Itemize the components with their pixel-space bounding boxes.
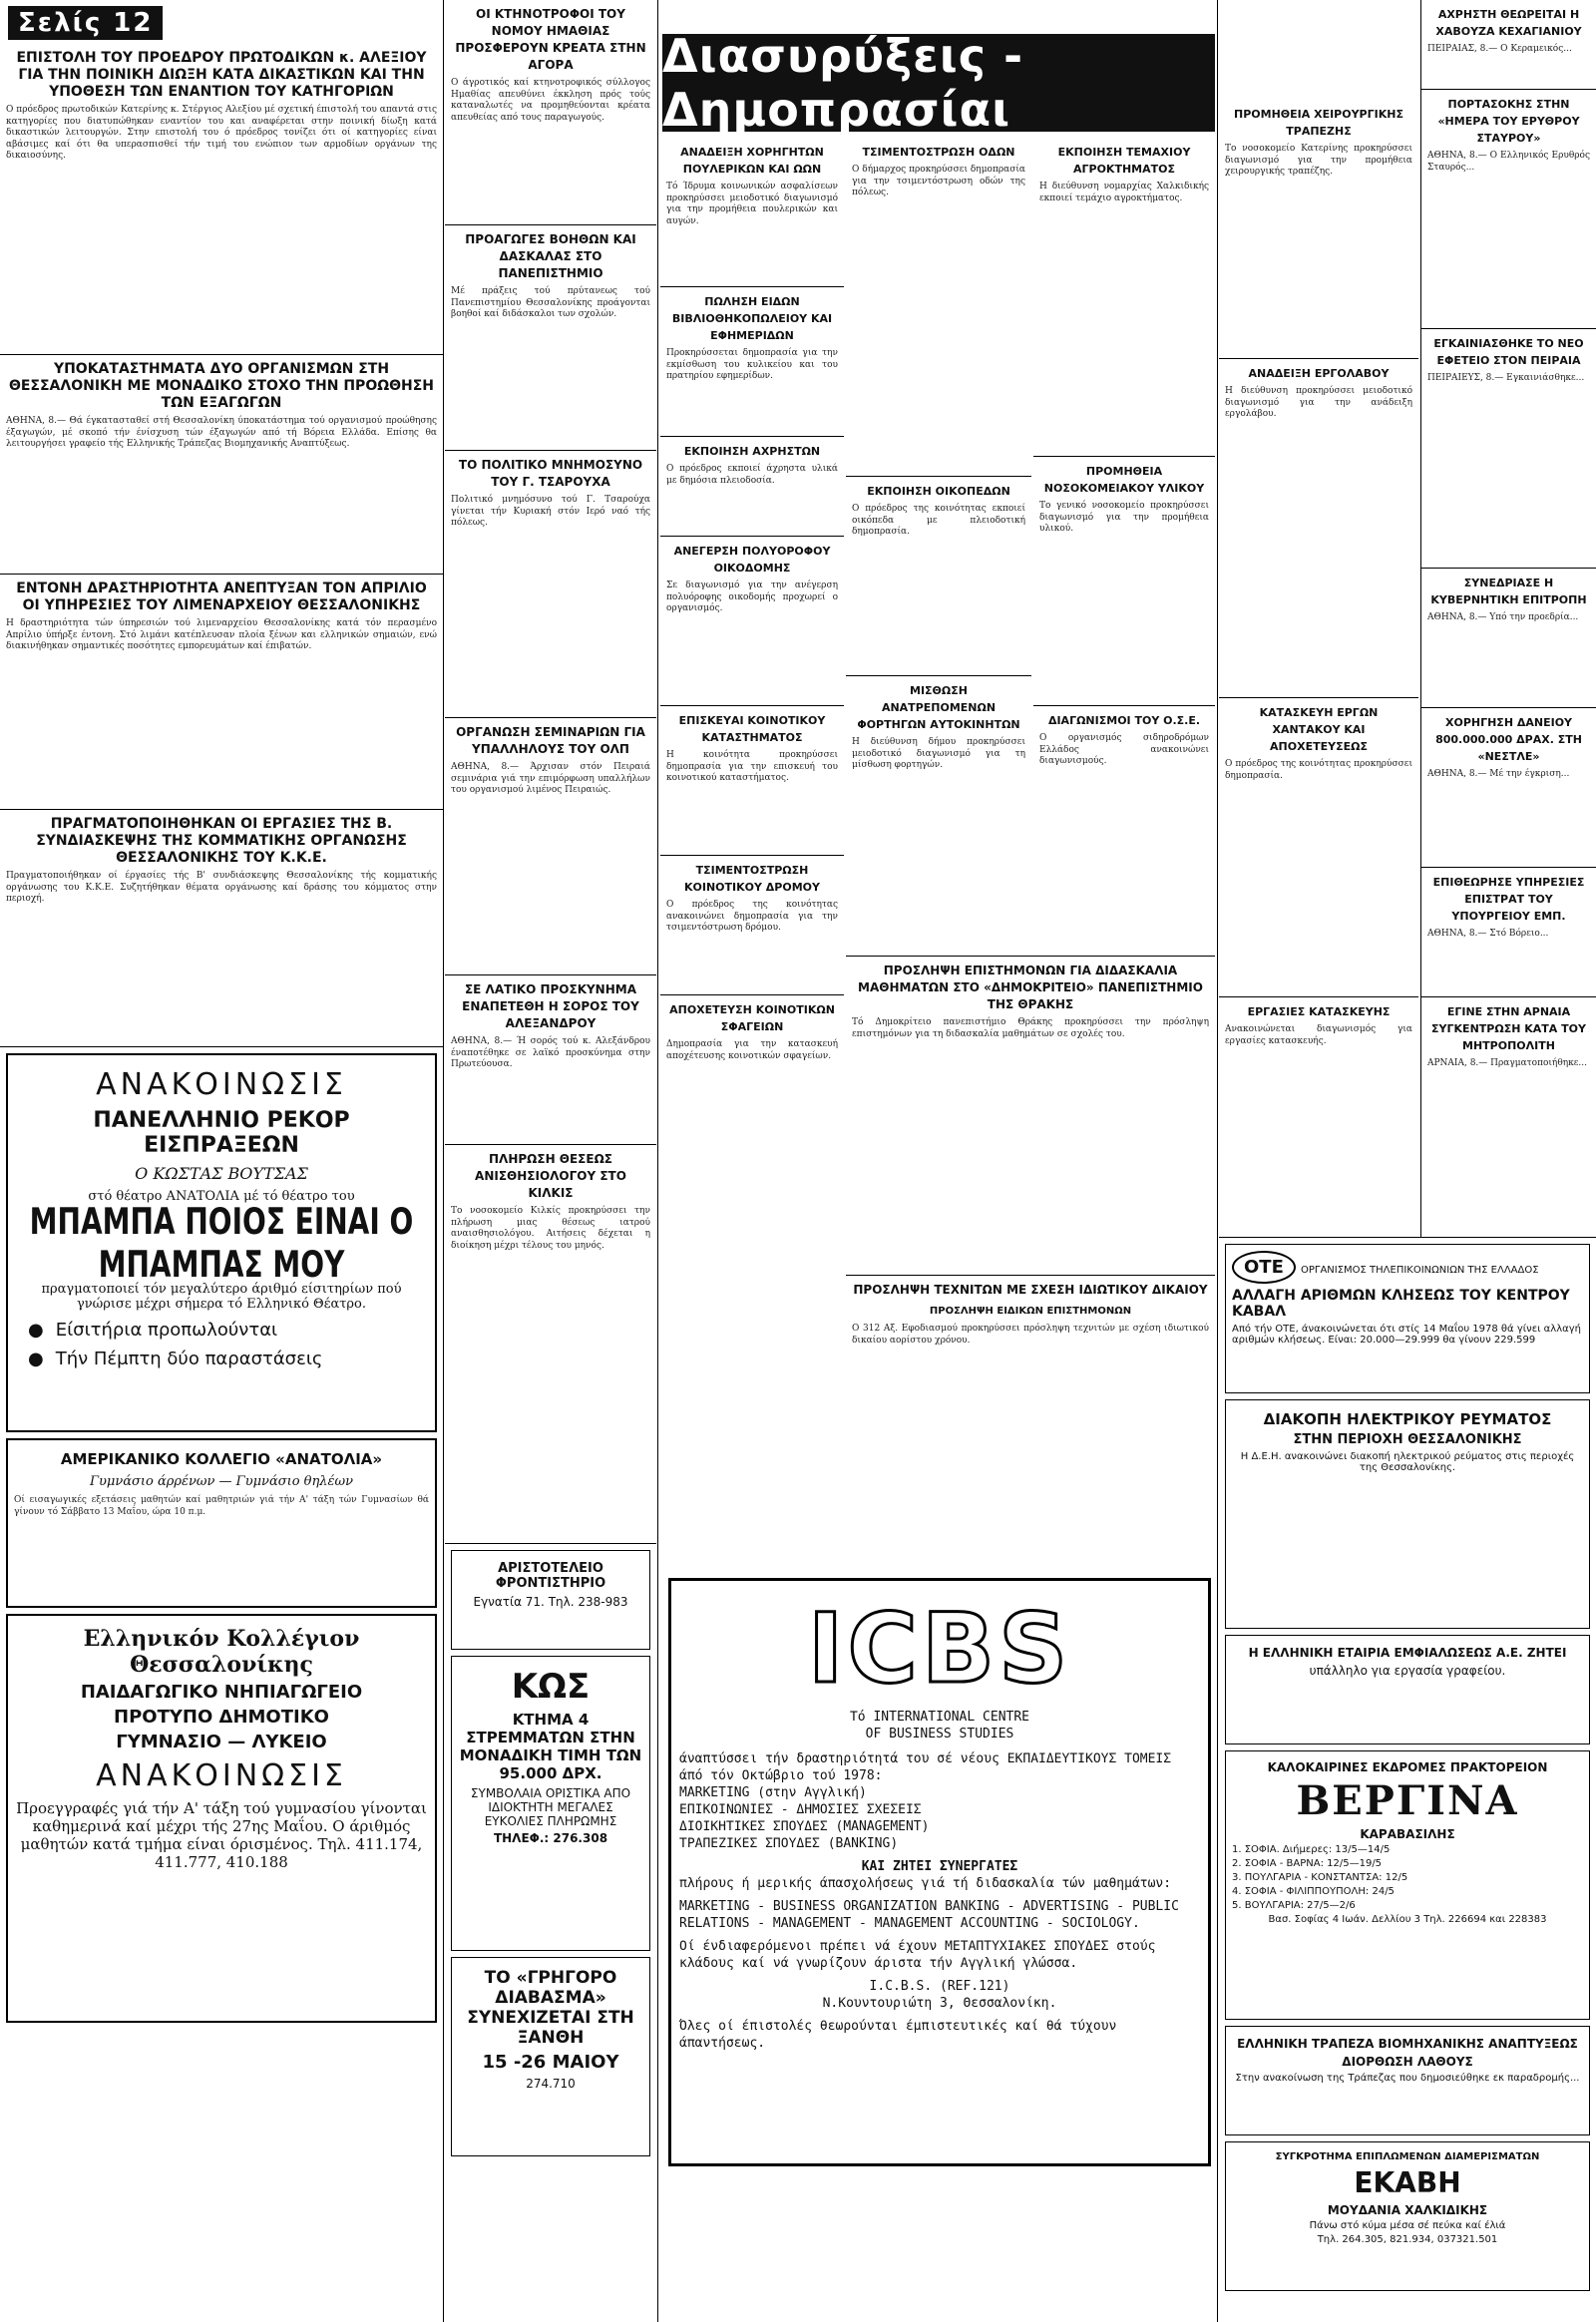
ote-logo: ΟΤΕ	[1232, 1251, 1296, 1284]
ad-bullet: ● Είσιτήρια προπωλούνται	[28, 1320, 415, 1341]
ad-sub: ΚΑΡΑΒΑΣΙΛΗΣ	[1360, 1827, 1455, 1841]
article	[1219, 698, 1418, 997]
headline: ΕΡΓΑΣΙΕΣ ΚΑΤΑΣΚΕΥΗΣ	[1247, 1005, 1391, 1018]
article	[1033, 457, 1215, 706]
headline: ΠΡΑΓΜΑΤΟΠΟΙΗΘΗΚΑΝ ΟΙ ΕΡΓΑΣΙΕΣ ΤΗΣ Β. ΣΥΝΔΙΑΣΚΕΨΗΣ ΤΗΣ ΚΟΜΜΑΤΙΚΗΣ ΟΡΓΑΝΩΣΗΣ ΘΕΣΣΑΛΟΝΙΚΗΣ ΤΟΥ Κ.Κ.Ε.	[36, 816, 407, 866]
column-rule	[1217, 0, 1218, 2322]
icbs-ad	[668, 1578, 1211, 2166]
ad-body: υπάλληλο για εργασία γραφείου.	[1309, 1664, 1506, 1678]
headline: ΑΝΕΓΕΡΣΗ ΠΟΛΥΟΡΟΦΟΥ ΟΙΚΟΔΟΜΗΣ	[673, 545, 831, 575]
article-body: Ο οργανισμός σιδηροδρόμων Ελλάδος ανακοινώνει διαγωνισμούς.	[1039, 733, 1209, 766]
article-body: Προκηρύσσεται δημοπρασία για την εκμίσθωση του κυλικείου και του πρατηρίου εφημερίδων.	[666, 348, 838, 381]
ad-line: ΚΤΗΜΑ 4 ΣΤΡΕΜΜΑΤΩΝ ΣΤΗΝ ΜΟΝΑΔΙΚΗ ΤΙΜΗ ΤΩΝ 95.000 ΔΡΧ.	[459, 1711, 642, 1782]
article	[1421, 329, 1596, 569]
ad-title: ΔΙΑΚΟΠΗ ΗΛΕΚΤΡΙΚΟΥ ΡΕΥΜΑΤΟΣ	[1263, 1410, 1552, 1428]
column-rule	[657, 0, 658, 2322]
article-body: ΑΘΗΝΑ, 8.— Μέ την έγκριση...	[1427, 769, 1570, 779]
ad-subtitle: ΣΤΗΝ ΠΕΡΙΟΧΗ ΘΕΣΣΑΛΟΝΙΚΗΣ	[1293, 1432, 1522, 1447]
ad-title: Η ΕΛΛΗΝΙΚΗ ΕΤΑΙΡΙΑ ΕΜΦΙΑΛΩΣΕΩΣ Α.Ε. ΖΗΤΕΙ	[1248, 1646, 1567, 1660]
ad-heading: ΑΝΑΚΟΙΝΩΣΙΣ	[96, 1758, 347, 1793]
column-5	[1033, 138, 1215, 956]
headline: ΑΧΡΗΣΤΗ ΘΕΩΡΕΙΤΑΙ Η ΧΑΒΟΥΖΑ ΚΕΧΑΓΙΑΝΙΟΥ	[1435, 8, 1582, 38]
headline: ΣΥΝΕΔΡΙΑΣΕ Η ΚΥΒΕΡΝΗΤΙΚΗ ΕΠΙΤΡΟΠΗ	[1430, 577, 1587, 606]
section-banner: Διασυρύξεις - Δημοπρασίαι	[662, 34, 1215, 132]
article-body: Το νοσοκομείο Κατερίνης προκηρύσσει διαγωνισμό για την προμήθεια χειρουργικής τραπέζης.	[1225, 144, 1412, 177]
headline: ΕΓΙΝΕ ΣΤΗΝ ΑΡΝΑΙΑ ΣΥΓΚΕΝΤΡΩΣΗ ΚΑΤΑ ΤΟΥ ΜΗΤΡΟΠΟΛΙΤΗ	[1431, 1005, 1586, 1052]
ote-ad	[1225, 1244, 1590, 1393]
headline: ΟΡΓΑΝΩΣΗ ΣΕΜΙΝΑΡΙΩΝ ΓΙΑ ΥΠΑΛΛΗΛΟΥΣ ΤΟΥ ΟΛΠ	[456, 725, 645, 756]
headline: ΕΚΠΟΙΗΣΗ ΤΕΜΑΧΙΟΥ ΑΓΡΟΚΤΗΜΑΤΟΣ	[1057, 146, 1191, 176]
headline: ΠΡΟΣΛΗΨΗ ΤΕΧΝΙΤΩΝ ΜΕ ΣΧΕΣΗ ΙΔΙΩΤΙΚΟΥ ΔΙΚΑΙΟΥ	[853, 1283, 1208, 1297]
article-body: Ο πρόεδρος εκποιεί άχρηστα υλικά με δημόσια πλειοδοσία.	[666, 464, 838, 486]
etia-ad	[1225, 1635, 1590, 1744]
article-body: ΑΘΗΝΑ, 8.— Ή σορός τού κ. Αλεξάνδρου έναποτέθηκε σε λαϊκό προσκύνημα στην Πρωτεύουσα.	[451, 1036, 650, 1069]
article-tsarouchas	[445, 451, 656, 718]
article	[1219, 359, 1418, 698]
article-alexandros	[445, 975, 656, 1145]
ad-subtitle: Γυμνάσιο άρρένων — Γυμνάσιο θηλέων	[89, 1474, 353, 1489]
ad-item: 5. ΒΟΥΛΓΑΡΙΑ: 27/5—2/6	[1232, 1900, 1356, 1911]
article-body: Δημοπρασία για την κατασκευή αποχέτευσης κοινοτικών σφαγείων.	[666, 1039, 838, 1061]
article-body: ΠΕΙΡΑΙΕΥΣ, 8.— Εγκαινιάσθηκε...	[1427, 373, 1585, 383]
column-6	[1219, 0, 1418, 1237]
column-1	[0, 0, 443, 2322]
ad-brand: ΕΚΑΒΗ	[1354, 2166, 1461, 2199]
article-body: Το γενικό νοσοκομείο προκηρύσσει διαγωνισμό για την προμήθεια υλικού.	[1039, 501, 1209, 534]
article	[1421, 0, 1596, 90]
article	[660, 138, 844, 287]
article-body: Το νοσοκομείο Κιλκίς προκηρύσσει την πλήρωση μιας θέσεως ιατρού αναισθησιολόγου. Αιτήσεις δέχεται η διοίκηση μέχρι τέλους του μηνός.	[451, 1206, 650, 1251]
icbs-column	[660, 1151, 1219, 2322]
article	[1219, 100, 1418, 359]
vergina-ad	[1225, 1750, 1590, 2020]
icbs-item: MARKETING (στην Αγγλική)	[679, 1785, 867, 1800]
icbs-org: OF BUSINESS STUDIES	[865, 1727, 1014, 1742]
headline: ΕΝΤΟΝΗ ΔΡΑΣΤΗΡΙΟΤΗΤΑ ΑΝΕΠΤΥΞΑΝ ΤΟΝ ΑΠΡΙΛΙΟ ΟΙ ΥΠΗΡΕΣΙΕΣ ΤΟΥ ΛΙΜΕΝΑΡΧΕΙΟΥ ΘΕΣΣΑΛΟΝΙΚΗΣ	[16, 580, 427, 613]
article-body: Ο δήμαρχος προκηρύσσει δημοπρασία για την τσιμεντόστρωση οδών της πόλεως.	[852, 165, 1025, 197]
article-body: Τό Δημοκρίτειο πανεπιστήμιο Θράκης προκηρύσσει την πρόσληψη επιστημόνων για τη διδασκαλία μαθημάτων σε σχολές του.	[852, 1017, 1209, 1039]
ad-line: ΠΡΟΤΥΠΟ ΔΗΜΟΤΙΚΟ	[114, 1707, 329, 1728]
column-3	[660, 138, 844, 1151]
icbs-address: I.C.B.S. (REF.121)	[869, 1979, 1010, 1994]
ad-title: Ελληνικόν Κολλέγιον Θεσσαλονίκης	[83, 1626, 360, 1678]
article-kke	[0, 810, 443, 1047]
article-body: Μέ πράξεις τού πρύτανεως τού Πανεπιστημίου Θεσσαλονίκης προάγονται βοηθοί καί διδάσκαλοι των σχολών.	[451, 286, 650, 319]
article-body: ΑΘΗΝΑ, 8.— Άρχισαν στόν Πειραιά σεμινάρια γιά την επιμόρφωση υπαλλήλων του οργανισμού λιμένος Πειραιώς.	[451, 762, 650, 795]
article-alexiou	[0, 44, 443, 355]
headline: ΔΙΑΓΩΝΙΣΜΟΙ ΤΟΥ Ο.Σ.Ε.	[1047, 714, 1201, 727]
ad-body: Πάνω στό κύμα μέσα σέ πεύκα καί έλιά	[1309, 2220, 1506, 2231]
ad-title: ΚΩΣ	[511, 1667, 591, 1707]
article-body: ΑΘΗΝΑ, 8.— Στό Βόρειο...	[1427, 929, 1549, 939]
article-body: Ο πρόεδρος της κοινότητας εκποιεί οικόπεδα με πλειοδοτική δημοπρασία.	[852, 504, 1025, 537]
headline: ΠΛΗΡΩΣΗ ΘΕΣΕΩΣ ΑΝΙΣΘΗΣΙΟΛΟΓΟΥ ΣΤΟ ΚΙΛΚΙΣ	[475, 1152, 626, 1200]
article-body: Η κοινότητα προκηρύσσει δημοπρασία για την επισκευή του κοινοτικού καταστήματος.	[666, 750, 838, 783]
headline: ΠΡΟΜΗΘΕΙΑ ΧΕΙΡΟΥΡΓΙΚΗΣ ΤΡΑΠΕΖΗΣ	[1234, 108, 1403, 138]
article	[1421, 708, 1596, 868]
article-body: Ο 312 Αξ. Εφοδιασμού προκηρύσσει πρόσληψη τεχνιτών με σχέση ιδιωτικού δικαίου αορίστου χρόνου.	[852, 1324, 1209, 1346]
aristotelio-ad	[451, 1550, 650, 1650]
ad-phone: Τηλ. 264.305, 821.934, 037321.501	[1317, 2234, 1498, 2245]
icbs-street: Ν.Κουντουριώτη 3, Θεσσαλονίκη.	[822, 1996, 1057, 2011]
ad-body: Από τήν ΟΤΕ, άνακοινώνεται ότι στίς 14 Μαΐου 1978 θά γίνει αλλαγή αριθμών κλήσεως. Είναι: 20.000—29.999 θα γίνουν 229.599	[1232, 1324, 1581, 1346]
article	[660, 706, 844, 856]
headline: ΑΝΑΔΕΙΞΗ ΕΡΓΟΛΑΒΟΥ	[1248, 367, 1390, 380]
ad-title: ΑΛΛΑΓΗ ΑΡΙΘΜΩΝ ΚΛΗΣΕΩΣ ΤΟΥ ΚΕΝΤΡΟΥ ΚΑΒΑΛ	[1232, 1288, 1570, 1320]
icbs-item: ΕΠΙΚΟΙΝΩΝΙΕΣ - ΔΗΜΟΣΙΕΣ ΣΧΕΣΕΙΣ	[679, 1802, 922, 1817]
article-olp	[445, 718, 656, 975]
ad-org: ΟΡΓΑΝΙΣΜΟΣ ΤΗΛΕΠΙΚΟΙΝΩΝΙΩΝ ΤΗΣ ΕΛΛΑΔΟΣ	[1300, 1265, 1539, 1276]
article-body: Η διεύθυνση προκηρύσσει μειοδοτικό διαγωνισμό για την ανάδειξη εργολάβου.	[1225, 386, 1412, 419]
article-body: ΑΘΗΝΑ, 8.— Ο Ελληνικός Ερυθρός Σταυρός...	[1427, 151, 1590, 173]
ad-body: Οί εισαγωγικές εξετάσεις μαθητών καί μαθητριών γιά τήν Α' τάξη τών Γυμνασίων θά γίνουν τό Σάββατο 13 Μαΐου, ώρα 10 π.μ.	[14, 1495, 429, 1517]
ad-line: ΠΑΙΔΑΓΩΓΙΚΟ ΝΗΠΙΑΓΩΓΕΙΟ	[80, 1682, 363, 1703]
ad-item: 4. ΣΟΦΙΑ - ΦΙΛΙΠΠΟΥΠΟΛΗ: 24/5	[1232, 1886, 1395, 1897]
ad-body: Στην ανακοίνωση της Τράπεζας που δημοσιεύθηκε εκ παραδρομής...	[1235, 2073, 1580, 2084]
headline: ΑΝΑΔΕΙΞΗ ΧΟΡΗΓΗΤΩΝ ΠΟΥΛΕΡΙΚΩΝ ΚΑΙ ΩΩΝ	[680, 146, 824, 176]
headline: ΤΟ ΠΟΛΙΤΙΚΟ ΜΝΗΜΟΣΥΝΟ ΤΟΥ Γ. ΤΣΑΡΟΥΧΑ	[458, 458, 643, 489]
headline: ΕΠΙΣΤΟΛΗ ΤΟΥ ΠΡΟΕΔΡΟΥ ΠΡΩΤΟΔΙΚΩΝ κ. ΑΛΕΞΙΟΥ ΓΙΑ ΤΗΝ ΠΟΙΝΙΚΗ ΔΙΩΞΗ ΚΑΤΑ ΔΙΚΑΣΤΙΚΩΝ ΚΑΙ ΤΗΝ ΥΠΟΘΕΣΗ ΤΩΝ ΕΝΑΝΤΙΟΝ ΤΟΥ ΚΑΤΗΓΟΡΙΩΝ	[16, 50, 427, 100]
kos-ad	[451, 1656, 650, 1951]
icbs-note: Οί ένδιαφερόμενοι πρέπει νά έχουν ΜΕΤΑΠΤΥΧΙΑΚΕΣ ΣΠΟΥΔΕΣ στούς κλάδους καί νά γνωρίζουν άριστα τήν Αγγλική γλώσσα.	[679, 1939, 1156, 1971]
icbs-item: ΔΙΟΙΚΗΤΙΚΕΣ ΣΠΟΥΔΕΣ (MANAGEMENT)	[679, 1819, 930, 1834]
ad-presenter: Ο ΚΩΣΤΑΣ ΒΟΥΤΣΑΣ	[135, 1164, 308, 1183]
article-body: Η διεύθυνση δήμου προκηρύσσει μειοδοτικό διαγωνισμό για τη μίσθωση φορτηγών.	[852, 737, 1025, 770]
article	[1033, 138, 1215, 457]
ad-dates: 15 -26 ΜΑΙΟΥ	[482, 2052, 619, 2073]
article-university	[445, 225, 656, 451]
ad-play-title: ΜΠΑΜΠΑ ΠΟΙΟΣ ΕΙΝΑΙ Ο ΜΠΑΜΠΑΣ ΜΟΥ	[29, 1200, 414, 1286]
ad-title: ΑΡΙΣΤΟΤΕΛΕΙΟ ΦΡΟΝΤΙΣΤΗΡΙΟ	[495, 1561, 606, 1591]
ad-theatre: στό θέατρο ΑΝΑΤΟΛΙΑ μέ τό θέατρο του	[88, 1189, 355, 1204]
dei-ad	[1225, 1399, 1590, 1629]
etva-ad	[1225, 2026, 1590, 2135]
headline: ΕΠΙΘΕΩΡΗΣΕ ΥΠΗΡΕΣΙΕΣ ΕΠΙΣΤΡΑΤ ΤΟΥ ΥΠΟΥΡΓΕΙΟΥ ΕΜΠ.	[1432, 876, 1585, 923]
article	[1033, 706, 1215, 956]
ad-note: πραγματοποιεί τόν μεγαλύτερο άριθμό είσιτηρίων πού γνώρισε μέχρι σήμερα τό Ελληνικό Θέατρο.	[41, 1282, 402, 1312]
article-body: ΑΡΝΑΙΑ, 8.— Πραγματοποιήθηκε...	[1427, 1058, 1588, 1068]
article-body: Ο πρόεδρος της κοινότητας ανακοινώνει δημοπρασία για την τσιμεντόστρωση δρόμου.	[666, 900, 838, 933]
article-body: Τό Ίδρυμα κοινωνικών ασφαλίσεων προκηρύσσει μειοδοτικό διαγωνισμό για την προμήθεια πουλερικών και αυγών.	[666, 182, 838, 226]
article-body: ΑΘΗΝΑ, 8.— Υπό την προεδρία...	[1427, 612, 1579, 622]
right-ads	[1219, 1237, 1596, 2322]
ad-title: ΑΝΑΚΟΙΝΩΣΙΣ	[96, 1067, 347, 1102]
ad-top: ΚΑΛΟΚΑΙΡΙΝΕΣ ΕΚΔΡΟΜΕΣ ΠΡΑΚΤΟΡΕΙΟΝ	[1267, 1760, 1548, 1774]
ad-footer: Βασ. Σοφίας 4 Ιωάν. Δελλίου 3 Τηλ. 226694 και 228383	[1268, 1914, 1547, 1925]
article-body: Σε διαγωνισμό για την ανέγερση πολυόροφης οικοδομής προχωρεί ο οργανισμός.	[666, 580, 838, 613]
headline: ΤΣΙΜΕΝΤΟΣΤΡΩΣΗ ΚΟΙΝΟΤΙΚΟΥ ΔΡΟΜΟΥ	[684, 864, 820, 894]
ad-phone: 274.710	[526, 2077, 576, 2091]
article	[1421, 569, 1596, 708]
headline: ΣΕ ΛΑΤΙΚΟ ΠΡΟΣΚΥΝΗΜΑ ΕΝΑΠΕΤΕΘΗ Η ΣΟΡΟΣ ΤΟΥ ΑΛΕΞΑΝΔΡΟΥ	[462, 982, 639, 1030]
ad-bullet: ● Τήν Πέμπτη δύο παραστάσεις	[28, 1349, 415, 1369]
article-body: Πολιτικό μνημόσυνο τού Γ. Τσαρούχα γίνεται τήν Κυριακή στόν Ιερό ναό τής πόλεως.	[451, 495, 650, 528]
article	[846, 138, 1031, 477]
ad-place: ΜΟΥΔΑΝΙΑ ΧΑΛΚΙΔΙΚΗΣ	[1327, 2203, 1488, 2217]
college-ad	[6, 1614, 437, 2023]
ad-body: Προεγγραφές γιά τήν Α' τάξη τού γυμνασίου γίνονται καθημερινά καί μέχρι τής 27ης Μαΐου. Ο άριθμός μαθητών κατά τμήμα είναι όρισμένος. Τηλ. 411.174, 411.777, 410.188	[16, 1799, 427, 1871]
headline: ΚΑΤΑΣΚΕΥΗ ΕΡΓΩΝ ΧΑΝΤΑΚΟΥ ΚΑΙ ΑΠΟΧΕΤΕΥΣΕΩΣ	[1259, 706, 1379, 753]
headline: ΠΡΟΣΛΗΨΗ ΕΠΙΣΤΗΜΟΝΩΝ ΓΙΑ ΔΙΔΑΣΚΑΛΙΑ ΜΑΘΗΜΑΤΩΝ ΣΤΟ «ΔΗΜΟΚΡΙΤΕΙΟ» ΠΑΝΕΠΙΣΤΗΜΙΟ ΤΗΣ ΘΡΑΚΗΣ	[858, 964, 1203, 1011]
headline: ΑΠΟΧΕΤΕΥΣΗ ΚΟΙΝΟΤΙΚΩΝ ΣΦΑΓΕΙΩΝ	[669, 1003, 835, 1033]
article	[660, 856, 844, 995]
headline: ΠΟΡΤΑΣΟΚΗΣ ΣΤΗΝ «ΗΜΕΡΑ ΤΟΥ ΕΡΥΘΡΟΥ ΣΤΑΥΡΟΥ»	[1437, 98, 1580, 145]
article	[660, 537, 844, 706]
article	[1421, 868, 1596, 997]
headline: ΧΟΡΗΓΗΣΗ ΔΑΝΕΙΟΥ 800.000.000 ΔΡΑΧ. ΣΤΗ «ΝΕΣΤΛΕ»	[1435, 716, 1582, 763]
headline: ΠΡΟΑΓΩΓΕΣ ΒΟΗΘΩΝ ΚΑΙ ΔΑΣΚΑΛΑΣ ΣΤΟ ΠΑΝΕΠΙΣΤΗΜΙΟ	[465, 232, 636, 280]
icbs-footer: Όλες οί έπιστολές θεωρούνται έμπιστευτικές καί θά τύχουν άπαντήσεως.	[679, 2019, 1117, 2051]
ad-phone: ΤΗΛΕΦ.: 276.308	[493, 1831, 608, 1845]
article-body: Ανακοινώνεται διαγωνισμός για εργασίες κατασκευής.	[1225, 1024, 1412, 1046]
page-masthead: Σελίς 12	[8, 6, 163, 40]
ad-line: ΣΥΜΒΟΛΑΙΑ ΟΡΙΣΤΙΚΑ ΑΠΟ ΙΔΙΟΚΤΗΤΗ ΜΕΓΑΛΕΣ ΕΥΚΟΛΙΕΣ ΠΛΗΡΩΜΗΣ	[470, 1786, 631, 1828]
ekavi-ad	[1225, 2141, 1590, 2291]
headline: ΜΙΣΘΩΣΗ ΑΝΑΤΡΕΠΟΜΕΝΩΝ ΦΟΡΤΗΓΩΝ ΑΥΤΟΚΙΝΗΤΩΝ	[857, 684, 1020, 731]
ad-title: ΕΛΛΗΝΙΚΗ ΤΡΑΠΕΖΑ ΒΙΟΜΗΧΑΝΙΚΗΣ ΑΝΑΠΤΥΞΕΩΣ	[1237, 2037, 1578, 2051]
ad-item: 1. ΣΟΦΙΑ. Διήμερες: 13/5—14/5	[1232, 1844, 1391, 1855]
diavasma-ad	[451, 1957, 650, 2156]
headline: ΟΙ ΚΤΗΝΟΤΡΟΦΟΙ ΤΟΥ ΝΟΜΟΥ ΗΜΑΘΙΑΣ ΠΡΟΣΦΕΡΟΥΝ ΚΡΕΑΤΑ ΣΤΗΝ ΑΓΟΡΑ	[455, 7, 646, 72]
article-body: Ο πρόεδρος πρωτοδικών Κατερίνης κ. Στέργιος Αλεξίου μέ σχετική έπιστολή του απαντά στις κατηγορίες που διατυπώθηκαν εναντίον του και αναφέρεται στην ποινική δίωξη κατά δικαστικών λειτουργών. Στην επιστολή του ό πρόεδρος τονίζει ότι οί κατηγορίες είναι αβάσιμες καί ότι θα υπερασπισθεί τήν τιμή του ενώπιον των αρμοδίων οργάνων της δικαιοσύνης.	[6, 105, 437, 161]
article	[1421, 997, 1596, 1237]
article-body: Ο πρόεδρος της κοινότητας προκηρύσσει δημοπρασία.	[1225, 759, 1412, 781]
ad-subtitle: ΔΙΟΡΘΩΣΗ ΛΑΘΟΥΣ	[1342, 2055, 1473, 2069]
headline: ΥΠΟΚΑΤΑΣΤΗΜΑΤΑ ΔΥΟ ΟΡΓΑΝΙΣΜΩΝ ΣΤΗ ΘΕΣΣΑΛΟΝΙΚΗ ΜΕ ΜΟΝΑΔΙΚΟ ΣΤΟΧΟ ΤΗΝ ΠΡΟΩΘΗΣΗ ΤΩΝ ΕΞΑΓΩΓΩΝ	[8, 361, 435, 411]
anatolia-ad	[6, 1438, 437, 1608]
icbs-logo: ICBS	[807, 1593, 1072, 1705]
article-body: Η διεύθυνση νομαρχίας Χαλκιδικής εκποιεί τεμάχιο αγροκτήματος.	[1039, 182, 1209, 203]
article	[660, 437, 844, 537]
ad-body: Η Δ.Ε.Η. ανακοινώνει διακοπή ηλεκτρικού ρεύματος στις περιοχές της Θεσσαλονίκης.	[1240, 1451, 1575, 1473]
article	[660, 995, 844, 1145]
icbs-intro: άναπτύσσει τήν δραστηριότητά του σέ νέους ΕΚΠΑΙΔΕΥΤΙΚΟΥΣ ΤΟΜΕΙΣ άπό τόν Οκτώβριο τού 1978:	[679, 1751, 1172, 1783]
column-7	[1420, 0, 1596, 1237]
article-body: Η δραστηριότητα τών ύπηρεσιών τού λιμεναρχείου Θεσσαλονίκης κατά τόν περασμένο Απρίλιο ύπήρξε έντονη. Στό λιμάνι κατέπλευσαν πλοία ξένων και ελληνικών σημαιών, ενώ διακινήθηκαν σημαντικές ποσότητες εμπορευμάτων καί έπιβατών.	[6, 618, 437, 651]
headline: ΕΠΙΣΚΕΥΑΙ ΚΟΙΝΟΤΙΚΟΥ ΚΑΤΑΣΤΗΜΑΤΟΣ	[678, 714, 826, 744]
icbs-wants-detail: πλήρους ή μερικής άπασχολήσεως γιά τή διδασκαλία τών μαθημάτων:	[679, 1876, 1172, 1891]
ad-subtitle: ΠΑΝΕΛΛΗΝΙΟ ΡΕΚΟΡ ΕΙΣΠΡΑΞΕΩΝ	[93, 1108, 350, 1158]
icbs-subjects: MARKETING - BUSINESS ORGANIZATION BANKING - ADVERTISING - PUBLIC RELATIONS - MANAGEMENT - MANAGEMENT ACCOUNTING - SOCIOLOGY.	[679, 1899, 1179, 1931]
headline: ΠΩΛΗΣΗ ΕΙΔΩΝ ΒΙΒΛΙΟΘΗΚΟΠΩΛΕΙΟΥ ΚΑΙ ΕΦΗΜΕΡΙΔΩΝ	[671, 295, 833, 342]
ad-line: ΓΥΜΝΑΣΙΟ — ΛΥΚΕΙΟ	[116, 1732, 327, 1752]
ad-brand: ΒΕΡΓΙΝΑ	[1296, 1777, 1519, 1824]
ad-item: 2. ΣΟΦΙΑ - ΒΑΡΝΑ: 12/5—19/5	[1232, 1858, 1383, 1869]
theatre-ad	[6, 1053, 437, 1432]
article	[1421, 90, 1596, 329]
headline: ΕΓΚΑΙΝΙΑΣΘΗΚΕ ΤΟ ΝΕΟ ΕΦΕΤΕΙΟ ΣΤΟΝ ΠΕΙΡΑΙΑ	[1433, 337, 1584, 367]
column-2	[445, 0, 656, 2322]
headline: ΕΚΠΟΙΗΣΗ ΑΧΡΗΣΤΩΝ	[683, 445, 821, 458]
article-exports	[0, 355, 443, 575]
headline: ΠΡΟΜΗΘΕΙΑ ΝΟΣΟΚΟΜΕΙΑΚΟΥ ΥΛΙΚΟΥ	[1043, 465, 1205, 495]
ad-top: ΣΥΓΚΡΟΤΗΜΑ ΕΠΙΠΛΩΜΕΝΩΝ ΔΙΑΜΕΡΙΣΜΑΤΩΝ	[1275, 2151, 1540, 2162]
column-rule	[443, 0, 444, 2322]
icbs-org: Τό INTERNATIONAL CENTRE	[849, 1710, 1029, 1725]
subheadline: ΠΡΟΣΛΗΨΗ ΕΙΔΙΚΩΝ ΕΠΙΣΤΗΜΟΝΩΝ	[929, 1306, 1132, 1317]
column-4	[846, 138, 1031, 956]
ad-item: 3. ΠΟΥΛΓΑΡΙΑ - ΚΟΝΣΤΑΝΤΣΑ: 12/5	[1232, 1872, 1408, 1883]
ad-title: ΤΟ «ΓΡΗΓΟΡΟ ΔΙΑΒΑΣΜΑ» ΣΥΝΕΧΙΖΕΤΑΙ ΣΤΗ ΞΑΝΘΗ	[467, 1968, 634, 2048]
headline: ΕΚΠΟΙΗΣΗ ΟΙΚΟΠΕΔΩΝ	[867, 485, 1010, 498]
icbs-wants: ΚΑΙ ΖΗΤΕΙ ΣΥΝΕΡΓΑΤΕΣ	[861, 1859, 1018, 1874]
icbs-item: ΤΡΑΠΕΖΙΚΕΣ ΣΠΟΥΔΕΣ (BANKING)	[679, 1836, 899, 1851]
article-kreata	[445, 0, 656, 225]
article	[660, 287, 844, 437]
article-port	[0, 575, 443, 810]
article	[846, 477, 1031, 676]
ad-body: Εγνατία 71. Τηλ. 238-983	[473, 1595, 628, 1609]
article-body: Ο άγροτικός καί κτηνοτροφικός σύλλογος Ημαθίας απευθύνει έκκληση πρός τούς καταναλωτές να προμηθεύονται κρέατα απευθείας από τους παραγωγούς.	[451, 78, 650, 123]
article	[1219, 997, 1418, 1237]
ad-title: ΑΜΕΡΙΚΑΝΙΚΟ ΚΟΛΛΕΓΙΟ «ΑΝΑΤΟΛΙΑ»	[60, 1450, 383, 1468]
headline: ΤΣΙΜΕΝΤΟΣΤΡΩΣΗ ΟΔΩΝ	[862, 146, 1015, 159]
article-body: ΑΘΗΝΑ, 8.— Θά έγκατασταθεί στή Θεσσαλονίκη ύποκατάστημα τού οργανισμού προώθησης έξαγωγών, μέ σκοπό τήν ένίσχυση τών έξαγωγών από τή Βόρεια Ελλάδα. Επίσης θα λειτουργήσει γραφείο τής Ελληνικής Τράπεζας Βιομηχανικής Αναπτύξεως.	[6, 416, 437, 449]
article-body: Πραγματοποιήθηκαν οί έργασίες τής Β' συνδιάσκεψης Θεσσαλονίκης τής κομματικής οργάνωσης του Κ.Κ.Ε. Συζητήθηκαν θέματα οργάνωσης καί δράσης του κόμματος στην περιοχή.	[6, 871, 437, 904]
article-body: ΠΕΙΡΑΙΑΣ, 8.— Ο Κεραμεικός...	[1427, 44, 1572, 54]
article-kilkis	[445, 1145, 656, 1544]
article	[846, 676, 1031, 956]
